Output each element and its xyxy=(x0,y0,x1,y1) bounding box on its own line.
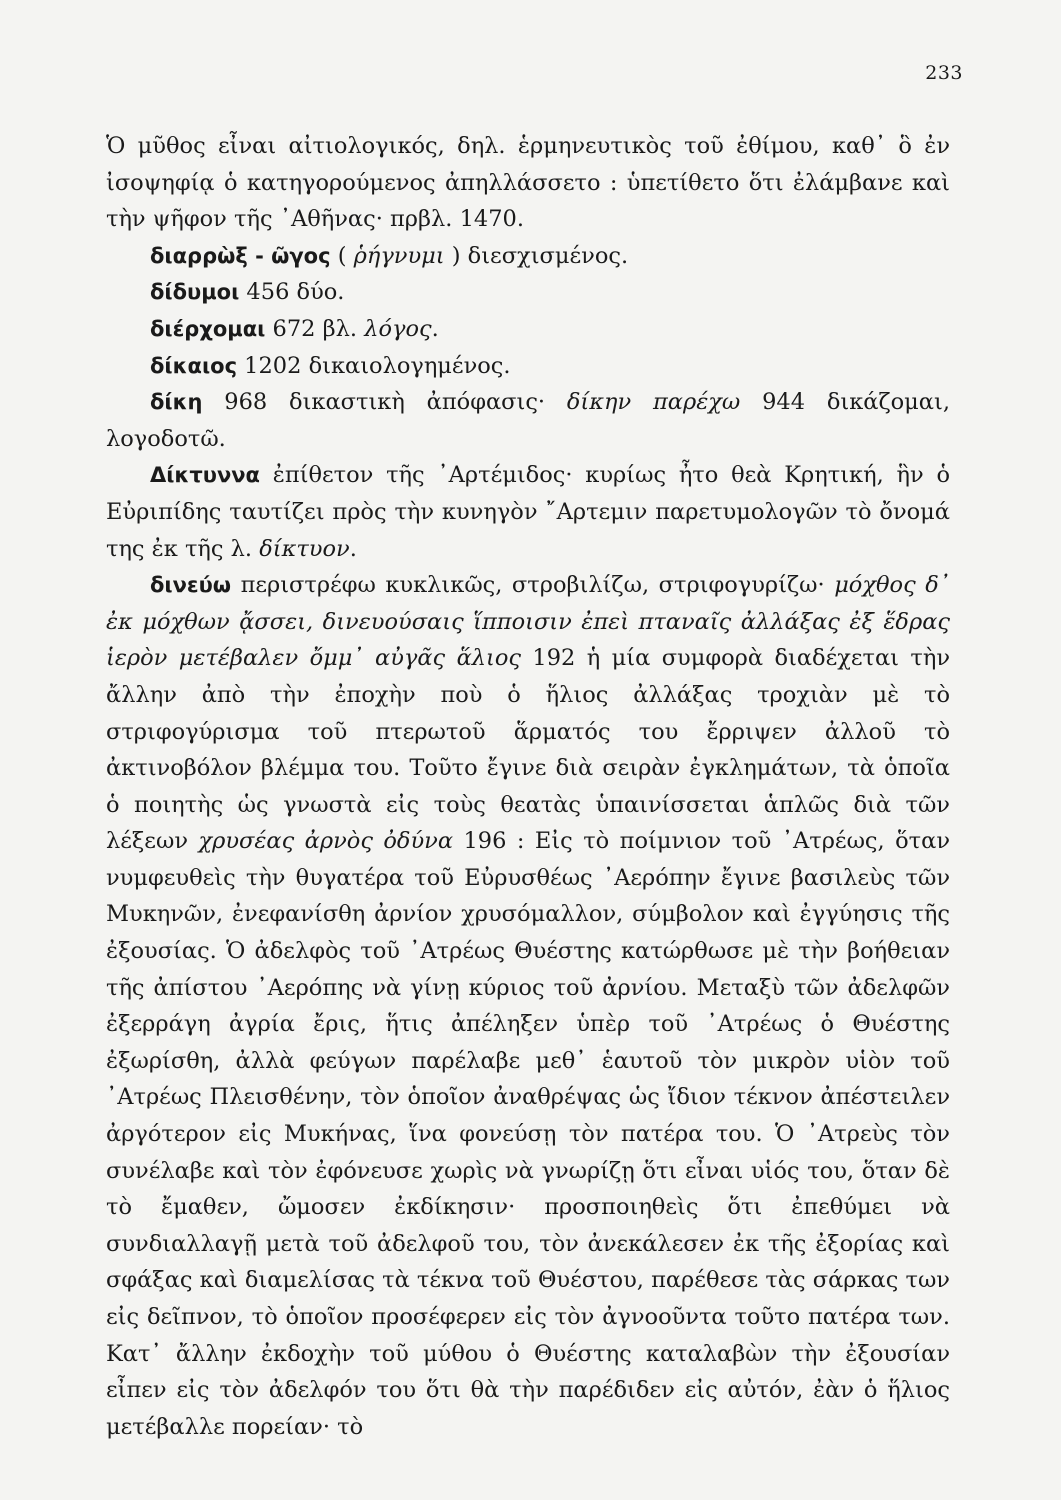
entry-text: ἐπίθετον τῆς ᾽Αρτέμιδος· κυρίως ἦτο θεὰ Κρητική, ἣν ὁ Εὐριπίδης ταυτίζει πρὸς τὴν κυνηγὸν ῎Αρτεμιν παρετυμολογῶν τὸ ὄνομά της ἐκ τῆς λ. xyxy=(106,462,950,562)
entry-italic: λόγος xyxy=(364,315,432,342)
entry-lemma: δίκαιος xyxy=(150,353,238,378)
entry-didymoi xyxy=(106,274,950,311)
entry-text: ) διεσχισμένος. xyxy=(444,242,629,269)
entry-italic: ῥήγνυμι xyxy=(353,242,445,269)
entry-text: περιστρέφω κυκλικῶς, στροβιλίζω, στριφογυρίζω· xyxy=(231,572,835,599)
entry-text: 672 βλ. xyxy=(265,315,365,342)
entry-text: 944 δικάζομαι, λογοδοτῶ. xyxy=(106,389,950,452)
entry-diktynna xyxy=(106,457,950,567)
entry-text: 192 ἡ μία συμφορὰ διαδέχεται τὴν ἄλλην ἀπὸ τὴν ἐποχὴν ποὺ ὁ ἥλιος ἀλλάξας τροχιὰν μὲ τὸ στριφογύρισμα τοῦ πτερωτοῦ ἅρματός του ἔρριψεν ἀλλοῦ τὸ ἀκτινοβόλον βλέμμα του. Τοῦτο ἔγινε διὰ σειρὰν ἐγκλημάτων, τὰ ὁποῖα ὁ ποιητὴς ὡς γνωστὰ εἰς τοὺς θεατὰς ὑπαινίσσεται ἁπλῶς διὰ τῶν λέξεων xyxy=(106,645,951,855)
text-body xyxy=(106,128,950,1445)
entry-text: ( xyxy=(337,242,354,269)
entry-text: 968 δικαστικὴ ἀπόφασις· xyxy=(202,389,567,416)
entry-dike xyxy=(106,384,950,457)
page-number: 233 xyxy=(925,62,963,84)
entry-text: . xyxy=(431,315,439,342)
entry-italic: δίκην παρέχω xyxy=(566,389,741,416)
entry-lemma: διαρρὼξ - ῶγος xyxy=(150,243,331,268)
entry-text: 196 : Εἰς τὸ ποίμνιον τοῦ ᾽Ατρέως, ὅταν νυμφευθεὶς τὴν θυγατέρα τοῦ Εὐρυσθέως ᾽Αερόπην ἔγινε βασιλεὺς τῶν Μυκηνῶν, ἐνεφανίσθη ἀρνίον χρυσόμαλλον, σύμβολον καὶ ἐγγύησις τῆς ἐξουσίας. Ὁ ἀδελφὸς τοῦ ᾽Ατρέως Θυέστης κατώρθωσε μὲ τὴν βοήθειαν τῆς ἀπίστου ᾽Αερόπης νὰ γίνῃ κύριος τοῦ ἀρνίου. Μεταξὺ τῶν ἀδελφῶν ἐξερράγη ἀγρία ἔρις, ἥτις ἀπέληξεν ὑπὲρ τοῦ ᾽Ατρέως ὁ Θυέστης ἐξωρίσθη, ἀλλὰ φεύγων παρέλαβε μεθ᾽ ἑαυτοῦ τὸν μικρὸν υἱὸν τοῦ ᾽Ατρέως Πλεισθένην, τὸν ὁποῖον ἀναθρέψας ὡς ἴδιον τέκνον ἀπέστειλεν ἀργότερον εἰς Μυκήνας, ἵνα φονεύσῃ τὸν πατέρα του. Ὁ ᾽Ατρεὺς τὸν συνέλαβε καὶ τὸν ἐφόνευσε χωρὶς νὰ γνωρίζῃ ὅτι εἶναι υἱός του, ὅταν δὲ τὸ ἔμαθεν, ὤμοσεν ἐκδίκησιν· προσποιηθεὶς ὅτι ἐπεθύμει νὰ συνδιαλλαγῇ μετὰ τοῦ ἀδελφοῦ του, τὸν ἀνεκάλεσεν ἐκ τῆς ἐξορίας καὶ σφάξας καὶ διαμελίσας τὰ τέκνα τοῦ Θυέστου, παρέθεσε τὰς σάρκας των εἰς δεῖπνον, τὸ ὁποῖον προσέφερεν εἰς τὸν ἀγνοοῦντα τοῦτο πατέρα των. Κατ᾽ ἄλλην ἐκδοχὴν τοῦ μύθου ὁ Θυέστης καταλαβὼν τὴν ἐξουσίαν εἶπεν εἰς τὸν ἀδελφόν του ὅτι θὰ τὴν παρέδιδεν εἰς αὐτόν, ἐὰν ὁ ἥλιος μετέβαλλε πορείαν· τὸ xyxy=(106,828,950,1440)
entry-text: 456 δύο. xyxy=(239,279,345,306)
entry-lemma: δινεύω xyxy=(150,573,232,598)
entry-dikaios xyxy=(106,348,950,385)
intro-paragraph: Ὁ μῦθος εἶναι αἰτιολογικός, δηλ. ἑρμηνευτικὸς τοῦ ἐθίμου, καθ᾽ ὃ ἐν ἰσοψηφίᾳ ὁ κατηγορούμενος ἀπηλλάσσετο : ὑπετίθετο ὅτι ἐλάμβανε καὶ τὴν ψῆφον τῆς ᾽Αθῆνας· πρβλ. 1470. xyxy=(106,133,950,233)
entry-text: . xyxy=(349,535,357,562)
entry-lemma: Δίκτυννα xyxy=(150,463,260,488)
entry-diarrox xyxy=(106,238,950,275)
entry-dineuo xyxy=(106,567,950,1445)
entry-quotation: χρυσέας ἀρνὸς ὀδύνα xyxy=(198,828,454,855)
entry-lemma: δίδυμοι xyxy=(150,280,240,305)
entry-quotation: μόχθος δ᾽ ἐκ μόχθων ᾄσσει, δινευούσαις ἵπποισιν ἐπεὶ πταναῖς ἀλλάξας ἐξ ἕδρας ἱερὸν μετέβαλεν ὄμμ᾽ αὐγᾶς ἅλιος xyxy=(106,572,950,672)
entry-dierchomai xyxy=(106,311,950,348)
entry-lemma: διέρχομαι xyxy=(150,316,266,341)
entry-lemma: δίκη xyxy=(150,390,203,415)
entry-italic: δίκτυον xyxy=(259,535,350,562)
entry-text: 1202 δικαιολογημένος. xyxy=(237,352,511,379)
